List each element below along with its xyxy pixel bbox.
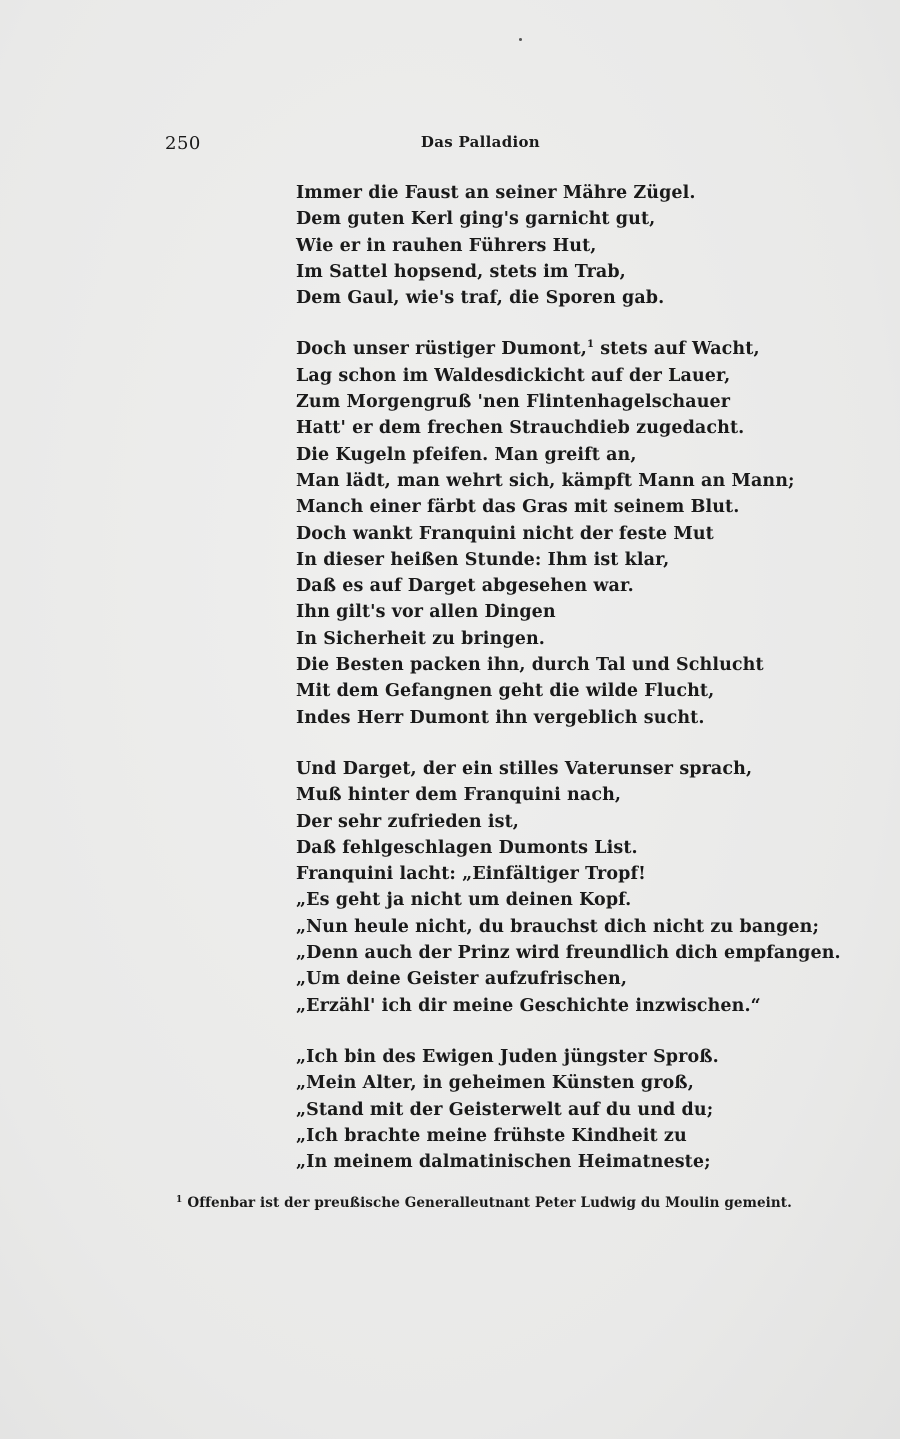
verse-line: Zum Morgengruß 'nen Flintenhagelschauer [296,392,731,413]
verse-line: „Ich brachte meine frühste Kindheit zu [296,1125,687,1146]
verse-line: Indes Herr Dumont ihn vergeblich sucht. [296,707,705,728]
verse-line: Die Kugeln pfeifen. Man greift an, [296,444,637,465]
stanza-4 [296,1044,756,1175]
footnote [176,1194,792,1211]
verse-line: Doch wankt Franquini nicht der feste Mut [296,523,714,544]
verse-line: Manch einer färbt das Gras mit seinem Blut. [296,497,740,518]
verse-line: „Es geht ja nicht um deinen Kopf. [296,890,632,911]
verse-line [296,336,760,362]
verse-line: „Nun heule nicht, du brauchst dich nicht zu bangen; [296,916,820,937]
print-speck [519,38,522,41]
verse-line: Daß es auf Darget abgesehen war. [296,576,634,597]
verse-line: Lag schon im Waldesdickicht auf der Lauer, [296,365,731,386]
page-number: 250 [165,133,201,154]
verse-line: In Sicherheit zu bringen. [296,628,545,649]
verse-line: Die Besten packen ihn, durch Tal und Schlucht [296,655,764,676]
verse-line: Dem guten Kerl ging's garnicht gut, [296,209,656,230]
verse-line: „Mein Alter, in geheimen Künsten groß, [296,1073,694,1094]
verse-line: Und Darget, der ein stilles Vaterunser sprach, [296,758,753,779]
verse-line: „Denn auch der Prinz wird freundlich dich empfangen. [296,943,841,964]
verse-line: Mit dem Gefangnen geht die wilde Flucht, [296,681,715,702]
verse-line: In dieser heißen Stunde: Ihm ist klar, [296,549,670,570]
verse-line: „Stand mit der Geisterwelt auf du und du; [296,1099,714,1120]
verse-line: „In meinem dalmatinischen Heimatneste; [296,1152,711,1173]
verse-line-continuation: stets auf Wacht, [594,339,760,360]
stanza-1 [296,180,756,311]
footnote-reference: 1 [586,339,595,351]
verse-line: Hatt' er dem frechen Strauchdieb zugedacht. [296,418,745,439]
verse-line: Man lädt, man wehrt sich, kämpft Mann an Mann; [296,470,795,491]
footnote-marker: 1 [176,1194,183,1205]
verse-line-text: Doch unser rüstiger Dumont, [296,339,587,360]
verse-line: Dem Gaul, wie's traf, die Sporen gab. [296,288,665,309]
page-header [165,133,540,157]
verse-line: Der sehr zufrieden ist, [296,811,519,832]
verse-line: Wie er in rauhen Führers Hut, [296,235,597,256]
verse-line: „Erzähl' ich dir meine Geschichte inzwischen.“ [296,995,761,1016]
footnote-text: Offenbar ist der preußische Generalleutnant Peter Ludwig du Moulin gemeint. [187,1195,792,1211]
verse-line: „Um deine Geister aufzufrischen, [296,969,628,990]
stanza-2 [296,336,795,730]
verse-line: Franquini lacht: „Einfältiger Tropf! [296,864,646,885]
verse-line: Muß hinter dem Franquini nach, [296,785,622,806]
poem-body [296,180,841,1200]
verse-line: Ihn gilt's vor allen Dingen [296,602,556,623]
stanza-3 [296,756,841,1019]
verse-line: Im Sattel hopsend, stets im Trab, [296,261,626,282]
verse-line: Immer die Faust an seiner Mähre Zügel. [296,183,696,203]
verse-line: „Ich bin des Ewigen Juden jüngster Sproß. [296,1046,719,1067]
verse-line: Daß fehlgeschlagen Dumonts List. [296,837,638,858]
running-title: Das Palladion [420,133,540,151]
